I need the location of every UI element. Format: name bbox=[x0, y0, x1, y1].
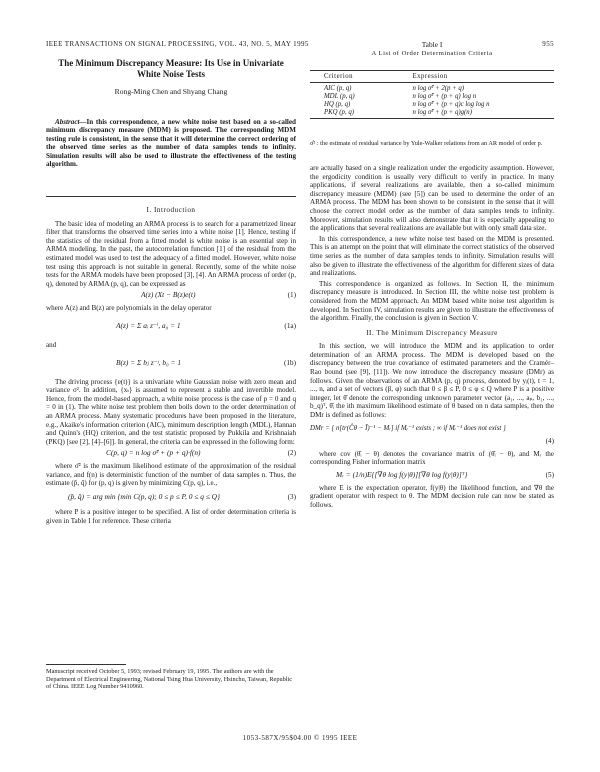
table-caption bbox=[310, 40, 554, 58]
equation-6-body: DMr = { n[tr(Ĉθ − Ĩ)⁻¹ − Mᵣ] if Mᵣ⁻¹ exists ; ∞ if Mᵣ⁻¹ does not exist } bbox=[310, 424, 506, 432]
and-word: and bbox=[46, 340, 57, 349]
equation-3 bbox=[46, 353, 296, 375]
right-paragraph-6: where E is the expectation operator, f(y|θ) the likelihood function, and ∇θ the gradient operator with respect to θ. The MDM decision rule can now be stated as follows. bbox=[310, 483, 554, 509]
equation-1-number: (1) bbox=[287, 291, 296, 300]
table-header-row bbox=[310, 71, 554, 83]
right-paragraph-2: In this correspondence, a new white noise test based on the MDM is presented. This is an attempt on the point that will eliminate the correct statistics of the observed time series as the number of data samples tends to infinity. Simulation results will also be given to illustrate the effectiveness of the algorithm for different sizes of data and realizations. bbox=[310, 234, 554, 278]
table-cell-criterion: PKQ (p, q) bbox=[310, 109, 412, 119]
table-note: σ̂² : the estimate of residual variance by Yule-Walker relations from an AR model of order p. bbox=[310, 140, 543, 147]
abstract-divider bbox=[46, 196, 296, 197]
equation-3-number: (1b) bbox=[284, 358, 296, 367]
abstract bbox=[46, 118, 296, 168]
paper-authors: Rong-Ming Chen and Shyang Chang bbox=[114, 87, 228, 96]
intro-paragraph-2: The driving process {e(t)} is a univariate white Gaussian noise with zero mean and variance σ². In addition, {xₜ} is assumed to represent a stable and invertible model. Hence, from the model-based approach, a white noise process is the case of p = 0 and q = 0 in (1). The white noise test problem then boils down to the order determination of an ARMA process. Many systematic procedures have been proposed in the literature, e.g., Akaike's information criterion (AIC), minimum description length (MDL), Hannan and Quinn's (HQ) criterion, and the test statistic proposed by Pukkila and Krishnaiah (PKQ) [see [2], [4]–[6]]. In general, the criteria can be expressed in the following form: bbox=[46, 377, 296, 446]
equation-5-body: (p̂, q̂) = arg min {min C(p, q); 0 ≤ p ≤ P, 0 ≤ q ≤ Q} bbox=[68, 492, 220, 502]
journal-line: IEEE TRANSACTIONS ON SIGNAL PROCESSING, VOL. 43, NO. 5, MAY 1995 bbox=[46, 40, 309, 48]
table-cell-expression: n log σ̂² + (p + q)g(n) bbox=[412, 109, 554, 119]
equation-1 bbox=[46, 290, 296, 302]
equation-7 bbox=[310, 469, 554, 482]
table-header-expression: Expression bbox=[412, 71, 554, 83]
table-cell-expression: n log σ̂² + 2(p + q) bbox=[412, 85, 465, 92]
page-number: 955 bbox=[542, 40, 554, 48]
footnote-divider bbox=[46, 664, 126, 665]
table-cell-expression: n log σ̂² + (p + q)c log log n bbox=[412, 101, 490, 108]
table-row bbox=[310, 109, 554, 119]
right-paragraph-4: In this section, we will introduce the MDM and its application to order determination of an ARMA process. The MDM is developed based on the discrepancy between the true covariance of estimated parameters and the Cramér–Rao bound (see [9], [11]). We now introduce the discrepancy measure (DMr) as follows. Given the observations of an ARMA (p, q) process, denoted by yᵢ(t), t = 1, ..., n, and a set of vectors (β, φ) such that 0 ≤ β ≤ P, 0 ≤ φ ≤ Q where P is a positive integer, let θ̂ denote the corresponding unknown parameter vector (a₁, ..., aₚ, b₁, ..., b_q)ᵀ, θ̂ᵢ the ith maximum likelihood estimate of θ based on n data samples, then the DMr is defined as follows: bbox=[310, 342, 554, 420]
equation-6-number: (4) bbox=[545, 436, 554, 445]
equation-7-number: (5) bbox=[545, 470, 554, 479]
right-paragraph-3: This correspondence is organized as follows. In Section II, the minimum discrepancy measure is introduced. In Section III, the white noise test problem is considered from the MDM approach. An MDM based white noise test algorithm is developed. In Section IV, simulation results are given to illustrate the effectiveness of the algorithm. Finally, the conclusion is given in Section V. bbox=[310, 279, 554, 323]
intro-paragraph-1: The basic idea of modeling an ARMA process is to search for a parametrized linear filter that transforms the observed time series into a white noise [1]. Hence, testing if the statistics of the residual from a fitted model is white noise is an essential step in ARMA modeling. In the past, the autocorrelation function [1] of the residual from the estimated model was used to test the adequacy of a fitted model. However, white noise test using this approach is not suitable in general. Recently, some of the white noise tests for the ARMA models have been proposed [3], [4]. An ARMA process of order (p, q), denoted by ARMA (p, q), can be expressed as bbox=[46, 219, 296, 288]
right-paragraph-1: are actually based on a single realization under the ergodicity assumption. However, the ergodicity condition is usually very difficult to verify in practice. In many applications, if several realizations are available, then a so-called minimum discrepancy measure (MDM) (see [5]) can be used to determine the order of an ARMA process. The MDM has been shown to be consistent in the sense that it will choose the correct model order as the number of data samples tends to infinity. Moreover, simulation results will also demonstrate that it is especially appealing to the applications that several realizations are available but with only small data size. bbox=[310, 164, 554, 233]
equation-2-body: A(z) = Σ aᵢ z⁻ⁱ, a₀ = 1 bbox=[116, 320, 181, 330]
table-row bbox=[310, 83, 554, 93]
table-header-criterion: Criterion bbox=[310, 71, 412, 83]
abstract-text: In this correspondence, a new white noise test based on a so-called minimum discrepancy measure (MDM) is proposed. The corresponding MDM testing rule is consistent, in the sense that it will determine the correct ordering of the observed time series as the number of data samples tends to infinity. Simulation results will also be used to illustrate the effectiveness of the testing algorithm. bbox=[46, 118, 296, 169]
table-caption-title: Table I bbox=[421, 40, 443, 49]
paper-title: The Minimum Discrepancy Measure: Its Use in Univariate White Noise Tests bbox=[58, 58, 284, 79]
table-cell-expression: n log σ̂² + (p + q) log n bbox=[412, 93, 477, 100]
intro-paragraph-3: where σ̂² is the maximum likelihood estimate of the approximation of the residual variance, and f(n) is deterministic function of the number of data samples n. Thus, the estimate (p̂, q̂) for (p, q) is given by minimizing C(p, q), i.e., bbox=[46, 462, 296, 488]
abstract-label: Abstract— bbox=[55, 118, 87, 126]
equation-4-body: C(p, q) = n log σ̂² + (p + q)·f(n) bbox=[106, 448, 201, 458]
table-row bbox=[310, 101, 554, 109]
equation-5-number: (3) bbox=[287, 493, 296, 502]
section-1-heading: I. Introduction bbox=[146, 206, 196, 214]
left-column-body bbox=[46, 206, 296, 527]
equation-1-body: A(z) (Xt − B(z)e(t) bbox=[141, 290, 196, 300]
equation-7-body: Mᵣ = (1/n)E{[∇θ log f(y|θ)][∇θ log f(y|θ)]ᵀ} bbox=[336, 469, 468, 479]
equation-6 bbox=[310, 423, 554, 447]
table-cell-criterion: HQ (p, q) bbox=[324, 101, 351, 108]
right-column-body bbox=[310, 164, 554, 512]
footnote: Manuscript received October 5, 1993; revised February 19, 1995. The authors are with the Department of Electrical Engineering, National Tsing Hua University, Hsinchu, Taiwan, Republic of China. IEEE Log Number 9410960. bbox=[46, 668, 293, 691]
table-row bbox=[310, 93, 554, 101]
intro-paragraph-4: where P is a positive integer to be specified. A list of order determination criteria is given in Table I for reference. These criteria bbox=[46, 508, 296, 525]
equation-3-body: B(z) = Σ bⱼ z⁻ʲ, b₀ = 1 bbox=[116, 357, 182, 367]
copyright-footer: 1053-587X/95$04.00 © 1995 IEEE bbox=[242, 734, 358, 742]
right-paragraph-5: where cov (θ̂ᵢ − θ) denotes the covariance matrix of (θ̂ᵢ − θ), and Mᵣ the corresponding Fisher information matrix bbox=[310, 449, 554, 467]
table-cell-criterion: AIC (p, q) bbox=[324, 85, 352, 92]
section-2-heading: II. The Minimum Discrepancy Measure bbox=[366, 328, 498, 337]
criteria-table bbox=[310, 70, 554, 119]
table-caption-subtitle: A List of Order Determination Criteria bbox=[371, 50, 493, 57]
table-cell-criterion: MDL (p, q) bbox=[324, 93, 355, 100]
equation-4-number: (2) bbox=[287, 449, 296, 458]
equation-4 bbox=[46, 448, 296, 460]
equation-1-followup: where A(z) and B(z) are polynomials in the delay operator bbox=[46, 304, 212, 313]
equation-5 bbox=[46, 490, 296, 506]
equation-2 bbox=[46, 316, 296, 338]
equation-2-number: (1a) bbox=[284, 321, 296, 330]
